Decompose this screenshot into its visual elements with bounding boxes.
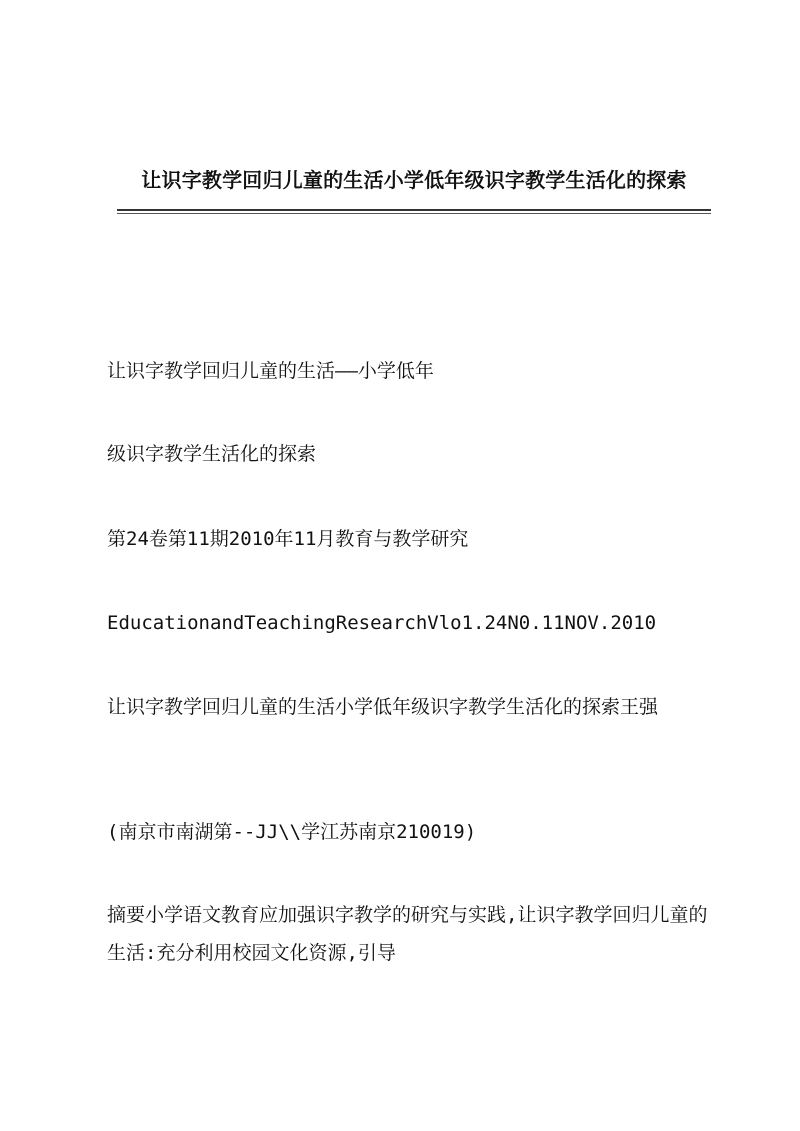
header-divider-thin — [117, 213, 711, 214]
article-title-line-2: 级识字教学生活化的探索 — [107, 443, 317, 465]
article-title-with-author: 让识字教学回归儿童的生活小学低年级识字教学生活化的探索王强 — [107, 696, 659, 718]
abstract-paragraph: 摘要小学语文教育应加强识字教学的研究与实践,让识字教学回归儿童的生活:充分利用校园文化资源,引导 — [107, 904, 708, 964]
journal-info-chinese: 第24卷第11期2010年11月教育与教学研究 — [107, 528, 469, 550]
article-title-line-1: 让识字教学回归儿童的生活——小学低年 — [107, 360, 434, 382]
running-header-title: 让识字教学回归儿童的生活小学低年级识字教学生活化的探索 — [141, 168, 687, 192]
journal-info-english: EducationandTeachingResearchVlo1.24N0.11NOV.2010 — [107, 612, 657, 634]
author-affiliation: (南京市南湖第--JJ\\学江苏南京210019) — [107, 821, 477, 843]
header-divider — [117, 209, 711, 211]
